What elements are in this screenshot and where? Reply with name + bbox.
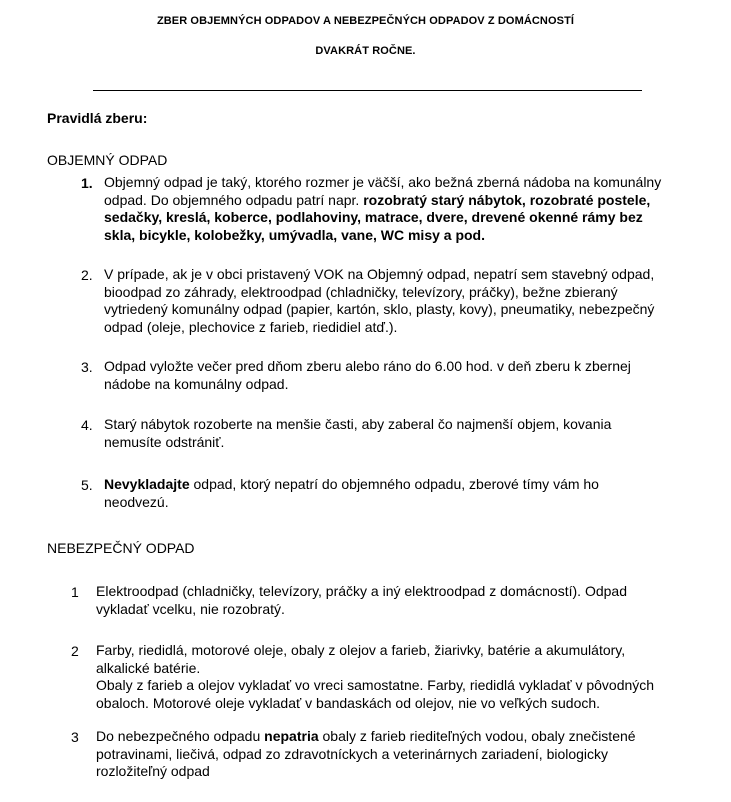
- bulky-item-4: [104, 416, 680, 451]
- bulky-item-1-line: [104, 192, 680, 210]
- horizontal-rule: [93, 90, 642, 91]
- bulky-item-2-line: bioodpad zo záhrady, elektroodpad (chladničky, televízory, práčky), bežne zbieraný: [104, 283, 618, 300]
- bulky-item-number: 4.: [81, 417, 93, 433]
- bulky-item-2-line: V prípade, ak je v obci pristavený VOK na Objemný odpad, nepatrí sem stavebný odpad,: [104, 266, 655, 282]
- hazardous-item-2: [96, 642, 680, 712]
- hazardous-item-2-line: Farby, riedidlá, motorové oleje, obaly z olejov a farieb, žiarivky, batérie a akumulátory,: [96, 642, 626, 658]
- bulky-item-1-bold-text: rozobratý starý nábytok, rozobraté postele,: [363, 191, 651, 208]
- bulky-item-3-line: Odpad vyložte večer pred dňom zberu alebo ráno do 6.00 hod. v deň zberu k zbernej: [104, 358, 631, 374]
- hazardous-item-3: [96, 728, 680, 781]
- hazardous-item-3-line: [96, 728, 680, 746]
- bulky-item-3-line: nádobe na komunálny odpad.: [104, 375, 289, 392]
- bulky-item-1-bold-line: skla, bicykle, kolobežky, umývadla, vane, WC misy a pod.: [104, 226, 486, 243]
- bulky-item-1-text: odpad. Do objemného odpadu patrí napr.: [104, 191, 364, 208]
- bulky-item-2-line: vytriedený komunálny odpad (papier, kartón, sklo, plasty, kovy), pneumatiky, nebezpečný: [104, 301, 655, 317]
- bulky-item-1-line: Objemný odpad je taký, ktorého rozmer je väčší, ako bežná zberná nádoba na komunálny: [104, 174, 662, 190]
- bulky-item-number: 5.: [81, 477, 93, 493]
- bulky-item-1: [104, 174, 680, 244]
- hazardous-item-2-line: alkalické batérie.: [96, 659, 201, 676]
- hazardous-item-3-line: potravinami, liečivá, odpad zo zdravotníckych a veterinárnych zariadení, biologicky: [96, 745, 609, 762]
- hazardous-item-2-line: obaloch. Motorové oleje vykladať v bandaskách od olejov, nie vo veľkých sudoch.: [96, 694, 601, 711]
- bulky-item-4-line: Starý nábytok rozoberte na menšie časti, aby zaberal čo najmenší objem, kovania: [104, 416, 612, 432]
- bulky-item-number: 2.: [81, 267, 93, 283]
- bulky-item-5-line: neodvezú.: [104, 493, 169, 510]
- document-subtitle: DVAKRÁT ROČNE.: [315, 45, 416, 57]
- document-title: ZBER OBJEMNÝCH ODPADOV A NEBEZPEČNÝCH ODPADOV Z DOMÁCNOSTÍ: [156, 15, 575, 27]
- bulky-waste-heading: OBJEMNÝ ODPAD: [47, 152, 168, 168]
- bulky-item-1-bold-line: sedačky, kreslá, koberce, podlahoviny, matrace, dvere, drevené okenné rámy bez: [104, 209, 643, 225]
- hazardous-waste-heading: NEBEZPEČNÝ ODPAD: [47, 540, 195, 556]
- rules-heading: Pravidlá zberu:: [47, 110, 148, 126]
- bulky-item-5: [104, 476, 680, 511]
- hazardous-item-3-bold-text: nepatria: [264, 728, 319, 744]
- hazardous-item-3-text: obaly z farieb riediteľných vodou, obaly znečistené: [318, 728, 636, 744]
- hazardous-item-1: [96, 583, 680, 618]
- hazardous-item-1-line: Elektroodpad (chladničky, televízory, práčky a iný elektroodpad z domácností). Odpad: [96, 583, 627, 599]
- bulky-item-2-line: odpad (oleje, plechovice z farieb, riedidiel atď.).: [104, 318, 398, 335]
- hazardous-item-2-line: Obaly z farieb a olejov vykladať vo vreci samostatne. Farby, riedidlá vykladať v pôvodných: [96, 677, 655, 693]
- bulky-item-5-line: [104, 476, 680, 494]
- hazardous-item-number: 1: [71, 584, 79, 600]
- bulky-item-3: [104, 358, 680, 393]
- bulky-item-number: 1.: [81, 175, 93, 191]
- bulky-item-4-line: nemusíte odstrániť.: [104, 433, 225, 450]
- hazardous-item-3-line: rozložiteľný odpad: [96, 763, 210, 779]
- hazardous-item-number: 3: [71, 729, 79, 745]
- bulky-item-5-text: odpad, ktorý nepatrí do objemného odpadu, zberové tímy vám ho: [189, 476, 599, 492]
- bulky-item-5-bold-text: Nevykladajte: [104, 476, 190, 492]
- bulky-item-2: [104, 266, 680, 336]
- hazardous-item-3-text: Do nebezpečného odpadu: [96, 728, 265, 744]
- hazardous-item-1-line: vykladať vcelku, nie rozobratý.: [96, 600, 285, 617]
- bulky-item-number: 3.: [81, 359, 93, 375]
- hazardous-item-number: 2: [71, 643, 79, 659]
